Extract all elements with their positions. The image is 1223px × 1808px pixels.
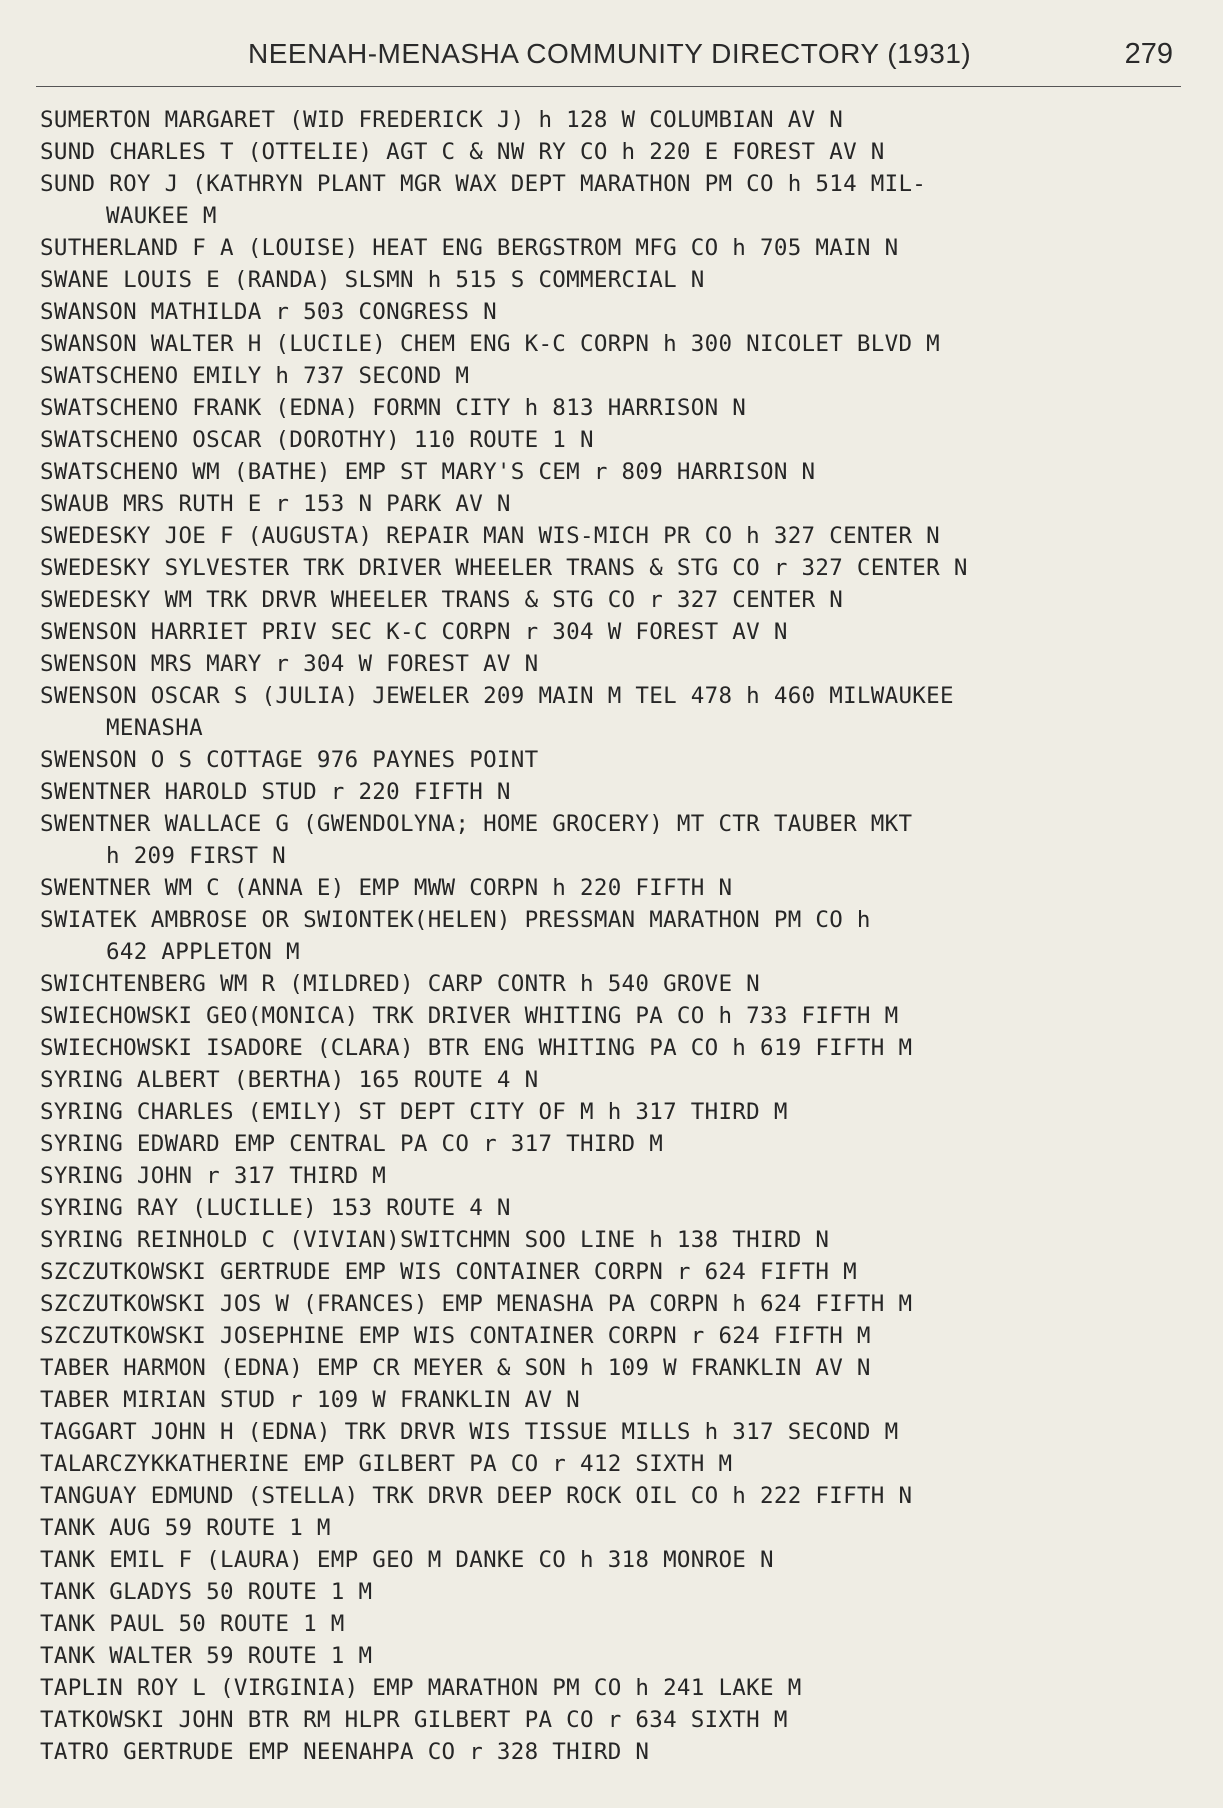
directory-entry: SWATSCHENO FRANK (EDNA) FORMN CITY h 813 HARRISON N bbox=[40, 395, 747, 421]
directory-entry: TALARCZYKKATHERINE EMP GILBERT PA CO r 412 SIXTH M bbox=[40, 1451, 733, 1477]
directory-entry: TANK PAUL 50 ROUTE 1 M bbox=[40, 1611, 345, 1637]
directory-entry: TAPLIN ROY L (VIRGINIA) EMP MARATHON PM CO h 241 LAKE M bbox=[40, 1675, 802, 1701]
directory-entry: SWATSCHENO OSCAR (DOROTHY) 110 ROUTE 1 N bbox=[40, 427, 594, 453]
directory-entry: TANK GLADYS 50 ROUTE 1 M bbox=[40, 1579, 373, 1605]
directory-entry: SWIECHOWSKI ISADORE (CLARA) BTR ENG WHITING PA CO h 619 FIFTH M bbox=[40, 1035, 913, 1061]
page-header bbox=[36, 36, 1181, 87]
directory-entry: SWAUB MRS RUTH E r 153 N PARK AV N bbox=[40, 491, 511, 517]
directory-entry: SYRING EDWARD EMP CENTRAL PA CO r 317 THIRD M bbox=[40, 1131, 664, 1157]
directory-entry: TATKOWSKI JOHN BTR RM HLPR GILBERT PA CO r 634 SIXTH M bbox=[40, 1707, 788, 1733]
directory-entry: SUMERTON MARGARET (WID FREDERICK J) h 128 W COLUMBIAN AV N bbox=[40, 107, 844, 133]
directory-entry: SWENTNER WM C (ANNA E) EMP MWW CORPN h 220 FIFTH N bbox=[40, 875, 733, 901]
directory-entry: SUND CHARLES T (OTTELIE) AGT C & NW RY CO h 220 E FOREST AV N bbox=[40, 139, 885, 165]
directory-entry: TAGGART JOHN H (EDNA) TRK DRVR WIS TISSUE MILLS h 317 SECOND M bbox=[40, 1419, 899, 1445]
directory-entry: TABER MIRIAN STUD r 109 W FRANKLIN AV N bbox=[40, 1387, 580, 1413]
directory-entry: SWICHTENBERG WM R (MILDRED) CARP CONTR h 540 GROVE N bbox=[40, 971, 760, 997]
directory-entry: TATRO GERTRUDE EMP NEENAHPA CO r 328 THIRD N bbox=[40, 1739, 650, 1765]
directory-entry: SZCZUTKOWSKI JOSEPHINE EMP WIS CONTAINER CORPN r 624 FIFTH M bbox=[40, 1323, 871, 1349]
directory-entry: SYRING REINHOLD C (VIVIAN)SWITCHMN SOO LINE h 138 THIRD N bbox=[40, 1227, 830, 1253]
directory-entry: SUTHERLAND F A (LOUISE) HEAT ENG BERGSTROM MFG CO h 705 MAIN N bbox=[40, 235, 899, 261]
directory-entry-continuation: 642 APPLETON M bbox=[106, 939, 300, 965]
directory-entry: SWENSON MRS MARY r 304 W FOREST AV N bbox=[40, 651, 539, 677]
directory-entry: SWIECHOWSKI GEO(MONICA) TRK DRIVER WHITING PA CO h 733 FIFTH M bbox=[40, 1003, 899, 1029]
directory-entry: TANGUAY EDMUND (STELLA) TRK DRVR DEEP ROCK OIL CO h 222 FIFTH N bbox=[40, 1483, 913, 1509]
directory-entry: SZCZUTKOWSKI GERTRUDE EMP WIS CONTAINER CORPN r 624 FIFTH M bbox=[40, 1259, 857, 1285]
directory-entry: SWATSCHENO WM (BATHE) EMP ST MARY'S CEM r 809 HARRISON N bbox=[40, 459, 816, 485]
directory-entry: SWANE LOUIS E (RANDA) SLSMN h 515 S COMMERCIAL N bbox=[40, 267, 705, 293]
directory-entry: SWANSON WALTER H (LUCILE) CHEM ENG K-C CORPN h 300 NICOLET BLVD M bbox=[40, 331, 940, 357]
directory-entry: TANK WALTER 59 ROUTE 1 M bbox=[40, 1643, 373, 1669]
directory-entry: TANK AUG 59 ROUTE 1 M bbox=[40, 1515, 331, 1541]
directory-entry: SWENTNER HAROLD STUD r 220 FIFTH N bbox=[40, 779, 511, 805]
directory-entry: SWEDESKY SYLVESTER TRK DRIVER WHEELER TRANS & STG CO r 327 CENTER N bbox=[40, 555, 968, 581]
directory-entry-continuation: MENASHA bbox=[106, 715, 203, 741]
directory-entry: SWENSON OSCAR S (JULIA) JEWELER 209 MAIN M TEL 478 h 460 MILWAUKEE bbox=[40, 683, 954, 709]
directory-entry: TABER HARMON (EDNA) EMP CR MEYER & SON h 109 W FRANKLIN AV N bbox=[40, 1355, 871, 1381]
directory-entry: SYRING ALBERT (BERTHA) 165 ROUTE 4 N bbox=[40, 1067, 539, 1093]
directory-entry: SYRING RAY (LUCILLE) 153 ROUTE 4 N bbox=[40, 1195, 511, 1221]
directory-entry: SWEDESKY WM TRK DRVR WHEELER TRANS & STG CO r 327 CENTER N bbox=[40, 587, 844, 613]
directory-entry: SWIATEK AMBROSE OR SWIONTEK(HELEN) PRESSMAN MARATHON PM CO h bbox=[40, 907, 871, 933]
directory-entry: SWENSON HARRIET PRIV SEC K-C CORPN r 304 W FOREST AV N bbox=[40, 619, 788, 645]
directory-entry: SYRING JOHN r 317 THIRD M bbox=[40, 1163, 387, 1189]
directory-entry: TANK EMIL F (LAURA) EMP GEO M DANKE CO h 318 MONROE N bbox=[40, 1547, 774, 1573]
directory-entry: SWENTNER WALLACE G (GWENDOLYNA; HOME GROCERY) MT CTR TAUBER MKT bbox=[40, 811, 913, 837]
directory-title: NEENAH-MENASHA COMMUNITY DIRECTORY (1931) bbox=[248, 38, 972, 69]
directory-entry: SWENSON O S COTTAGE 976 PAYNES POINT bbox=[40, 747, 539, 773]
directory-entry-continuation: h 209 FIRST N bbox=[106, 843, 286, 869]
directory-entries bbox=[40, 104, 1210, 1768]
directory-entry: SWANSON MATHILDA r 503 CONGRESS N bbox=[40, 299, 497, 325]
directory-entry: SUND ROY J (KATHRYN PLANT MGR WAX DEPT MARATHON PM CO h 514 MIL- bbox=[40, 171, 927, 197]
directory-entry: SZCZUTKOWSKI JOS W (FRANCES) EMP MENASHA PA CORPN h 624 FIFTH M bbox=[40, 1291, 913, 1317]
directory-entry: SYRING CHARLES (EMILY) ST DEPT CITY OF M h 317 THIRD M bbox=[40, 1099, 788, 1125]
directory-entry: SWEDESKY JOE F (AUGUSTA) REPAIR MAN WIS-MICH PR CO h 327 CENTER N bbox=[40, 523, 940, 549]
page-number: 279 bbox=[1124, 38, 1173, 70]
directory-entry: SWATSCHENO EMILY h 737 SECOND M bbox=[40, 363, 470, 389]
directory-entry-continuation: WAUKEE M bbox=[106, 203, 217, 229]
